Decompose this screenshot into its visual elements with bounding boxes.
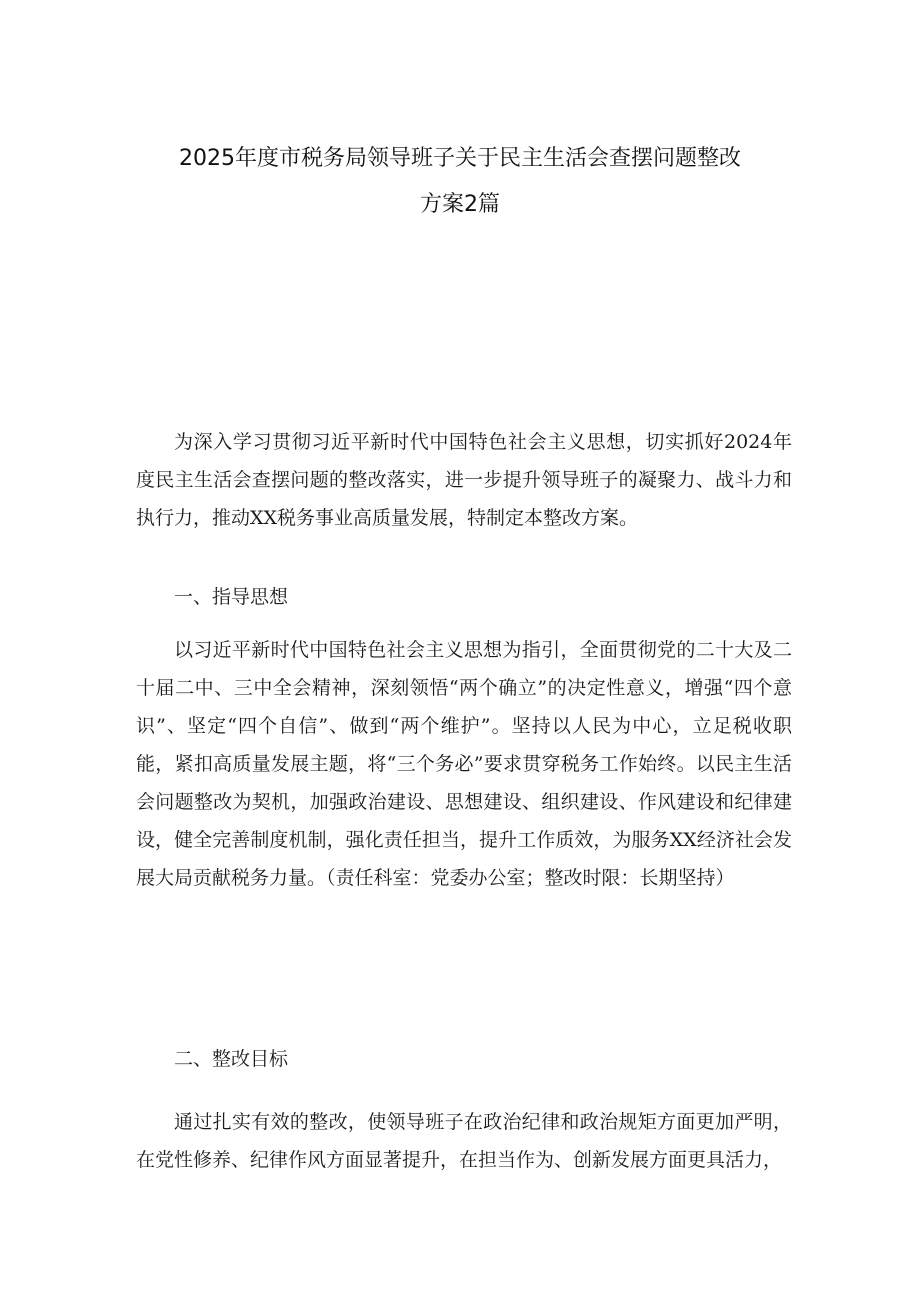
section-heading-rectification-goals: 二、整改目标 xyxy=(174,1048,289,1070)
rectification-goals-paragraph: 通过扎实有效的整改，使领导班子在政治纪律和政治规矩方面更加严明，在党性修养、纪律作风方面显著提升，在担当作为、创新发展方面更具活力， xyxy=(136,1111,792,1171)
section-heading-guiding-ideology: 一、指导思想 xyxy=(174,586,289,608)
intro-paragraph: 为深入学习贯彻习近平新时代中国特色社会主义思想，切实抓好2024年度民主生活会查摆问题的整改落实，进一步提升领导班子的凝聚力、战斗力和执行力，推动XX税务事业高质量发展，特制定本整改方案。 xyxy=(136,431,792,529)
document-title-line-1: 2025年度市税务局领导班子关于民主生活会查摆问题整改 xyxy=(179,146,741,171)
guiding-ideology-paragraph: 以习近平新时代中国特色社会主义思想为指引，全面贯彻党的二十大及二十届二中、三中全会精神，深刻领悟“两个确立”的决定性意义，增强“四个意识”、坚定“四个自信”、做到“两个维护”。坚持以人民为中心，立足税收职能，紧扣高质量发展主题，将“三个务必”要求贯穿税务工作始终。以民主生活会问题整改为契机，加强政治建设、思想建设、组织建设、作风建设和纪律建设，健全完善制度机制，强化责任担当，提升工作质效，为服务XX经济社会发展大局贡献税务力量。（责任科室：党委办公室；整改时限：长期坚持） xyxy=(136,639,792,889)
document-title-line-2: 方案2篇 xyxy=(420,192,500,217)
